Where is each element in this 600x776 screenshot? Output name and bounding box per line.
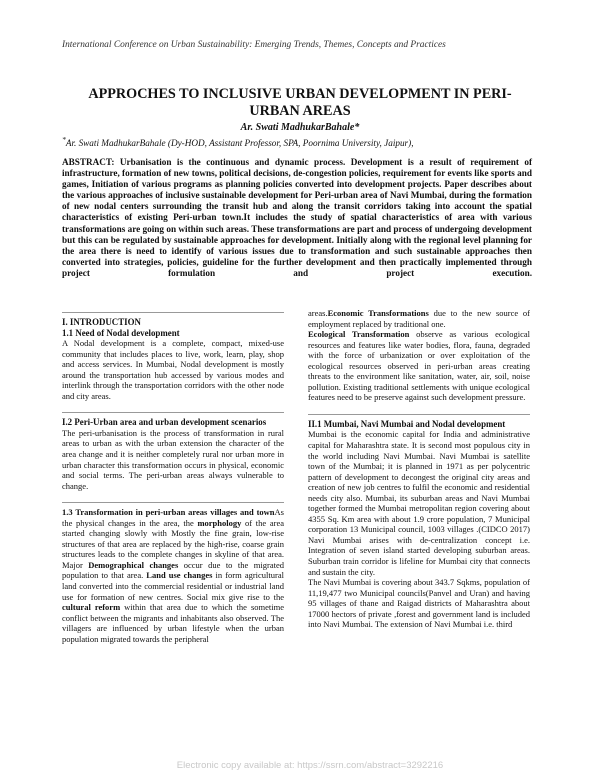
term-economic-transformations: Economic Transformations bbox=[327, 308, 429, 318]
abstract bbox=[62, 157, 532, 279]
author-name: Ar. Swati MadhukarBahale* bbox=[240, 122, 360, 133]
paragraph-ecological bbox=[308, 329, 530, 403]
running-header: International Conference on Urban Sustainability: Emerging Trends, Themes, Concepts and Practices bbox=[62, 40, 446, 50]
affiliation-mark: * bbox=[62, 135, 66, 144]
paragraph-1-2: The peri-urbanisation is the process of transformation in rural areas to urban as with the urban extension the character of the area change and it is neither completely rural nor urban more in urban character this transformation occurs in physical, economic and social terms. The peri-urban areas always vulnerable to change. bbox=[62, 427, 284, 491]
affiliation-text: Ar. Swati MadhukarBahale (Dy-HOD, Assistant Professor, SPA, Poornima University, Jaipur), bbox=[65, 138, 414, 149]
term-land-use-changes: Land use changes bbox=[146, 570, 213, 581]
term-cultural-reform: cultural reform bbox=[62, 602, 121, 613]
continued-text-b: due to the new source of employment replaced by traditional one. bbox=[308, 308, 530, 329]
paragraph-1-3-part-d: in form agricultural land converted into the commercial residential or industrial land use for formation of new centres. Social mix give rise to the bbox=[62, 570, 284, 602]
term-ecological-transformation: Ecological Transformation bbox=[308, 329, 410, 340]
subsection-heading-1-1: 1.1 Need of Nodal development bbox=[62, 327, 180, 338]
paragraph-continued bbox=[308, 308, 530, 329]
section-divider bbox=[308, 414, 530, 415]
abstract-text: Urbanisation is the continuous and dynamic process. Development is a result of requirement of infrastructure, formation of new towns, political decisions, de-congestion policies, requirement for events like sports and games, Initiation of various programs as planning policies converted into development projects. Paper describes about the various approaches of inclusive sustainable development for Peri-urban area of Navi Mumbai, during the formation of new nodal centers surrounding the transit hub and along the transit corridors taking into account the spatial characteristics of existing Peri-urban town.It includes the study of spatial characteristics of area with various transformations are going on within such areas. These transformations are part and process of undergoing development but this can be regulated by sustainable approaches for development. Initially along with the regional level planning for the area there is need to identify of various issues due to transformation and such sustainable approaches then converted into strategies, policies, guideline for the further development and then practically implemented through project formulation and project execution. bbox=[62, 157, 532, 278]
paragraph-1-3-part-a: As the physical changes in the area, the bbox=[62, 507, 284, 528]
author-affiliation bbox=[62, 135, 542, 148]
paragraph-1-1: A Nodal development is a complete, compact, mixed-use community that includes places to live, work, learn, play, shop and access services. In Mumbai, Nodal development is mostly around the transportation hub accessed by various modes and interlink through the transportation corridors with the other node and city areas. bbox=[62, 338, 284, 401]
paper-title: APPROCHES TO INCLUSIVE URBAN DEVELOPMENT IN PERI-URBAN AREAS bbox=[88, 86, 512, 119]
subsection-heading-2-1: II.1 Mumbai, Navi Mumbai and Nodal development bbox=[308, 418, 506, 429]
left-column bbox=[62, 308, 284, 644]
term-demographical-changes: Demographical changes bbox=[88, 559, 179, 570]
section-heading-introduction: I. INTRODUCTION bbox=[62, 317, 141, 327]
paragraph-1-3-part-e: within that area due to which the sometime conflict between the migrants and inhabitants also observed. The villagers are influenced by urban lifestyle when the urban population migrated towards the peripheral bbox=[62, 602, 284, 644]
section-divider bbox=[62, 502, 284, 503]
ecological-text: observe as various ecological resources and features like water bodies, flora, fauna, degraded with the force of urbanization or over exploitation of the ecological resources observed in peri-urban areas creating threats to the environment like sanitation, water, air, soil, noise pollution. Existing traditional settlements with unique ecological features need to be preserve against such development pressure. bbox=[308, 329, 530, 403]
watermark-text: Electronic copy available at: https://ssrn.com/abstract=3292216 bbox=[176, 760, 444, 771]
paragraph-1-3-part-b: of the area started changing slowly with Mostly the fine grain, low-rise structures of that area are replaced by the high-rise, coarse grain structures leads to the complete changes in skyline of that area. Major bbox=[62, 517, 284, 570]
subsection-heading-1-2: I.2 Peri-Urban area and urban development scenarios bbox=[62, 417, 267, 428]
paragraph-2-1: Mumbai is the economic capital for India and administrative capital for Maharashtra state. It is second most populous city in the world including Navi Mumbai. Navi Mumbai is satellite town of the Mumbai; it is planned in 1971 as per polycentric pattern of development to decongest the original city areas and creation of new job centres to fulfil the economic and residential needs city also. Mumbai, its suburban areas and Navi Mumbai together formed the Mumbai metropolitan region covering about 4355 Sq. Km area with about 1.9 crore population, 7 Municipal corporation 13 Municipal council, 1003 villages .(CIDCO 2017) Navi Mumbai arises with de-centralization concept i.e. Integration of seven island started developing suburban areas. Suburban train corridor is lifeline for Mumbai city that connects and sustain the city. bbox=[308, 429, 530, 577]
continued-text-a: areas. bbox=[308, 308, 328, 318]
term-morphology: morphology bbox=[197, 517, 242, 528]
abstract-label: ABSTRACT: bbox=[62, 157, 115, 167]
right-column bbox=[308, 308, 530, 630]
section-divider bbox=[62, 412, 284, 413]
subsection-heading-1-3: 1.3 Transformation in peri-urban areas villages and town bbox=[62, 507, 275, 518]
paragraph-2-2: The Navi Mumbai is covering about 343.7 Sqkms, population of 11,19,477 two Municipal councils(Panvel and Uran) and having 95 villages of thane and Raigad districts of Maharashtra about 17000 hectors of private ,forest and government land is included into Navi Mumbai. The extension of Navi Mumbai i.e. third bbox=[308, 577, 530, 630]
paragraph-1-3-part-c: occur due to the migrated population to that area. bbox=[62, 559, 284, 581]
paragraph-1-3 bbox=[62, 507, 284, 644]
column-divider bbox=[62, 312, 284, 313]
